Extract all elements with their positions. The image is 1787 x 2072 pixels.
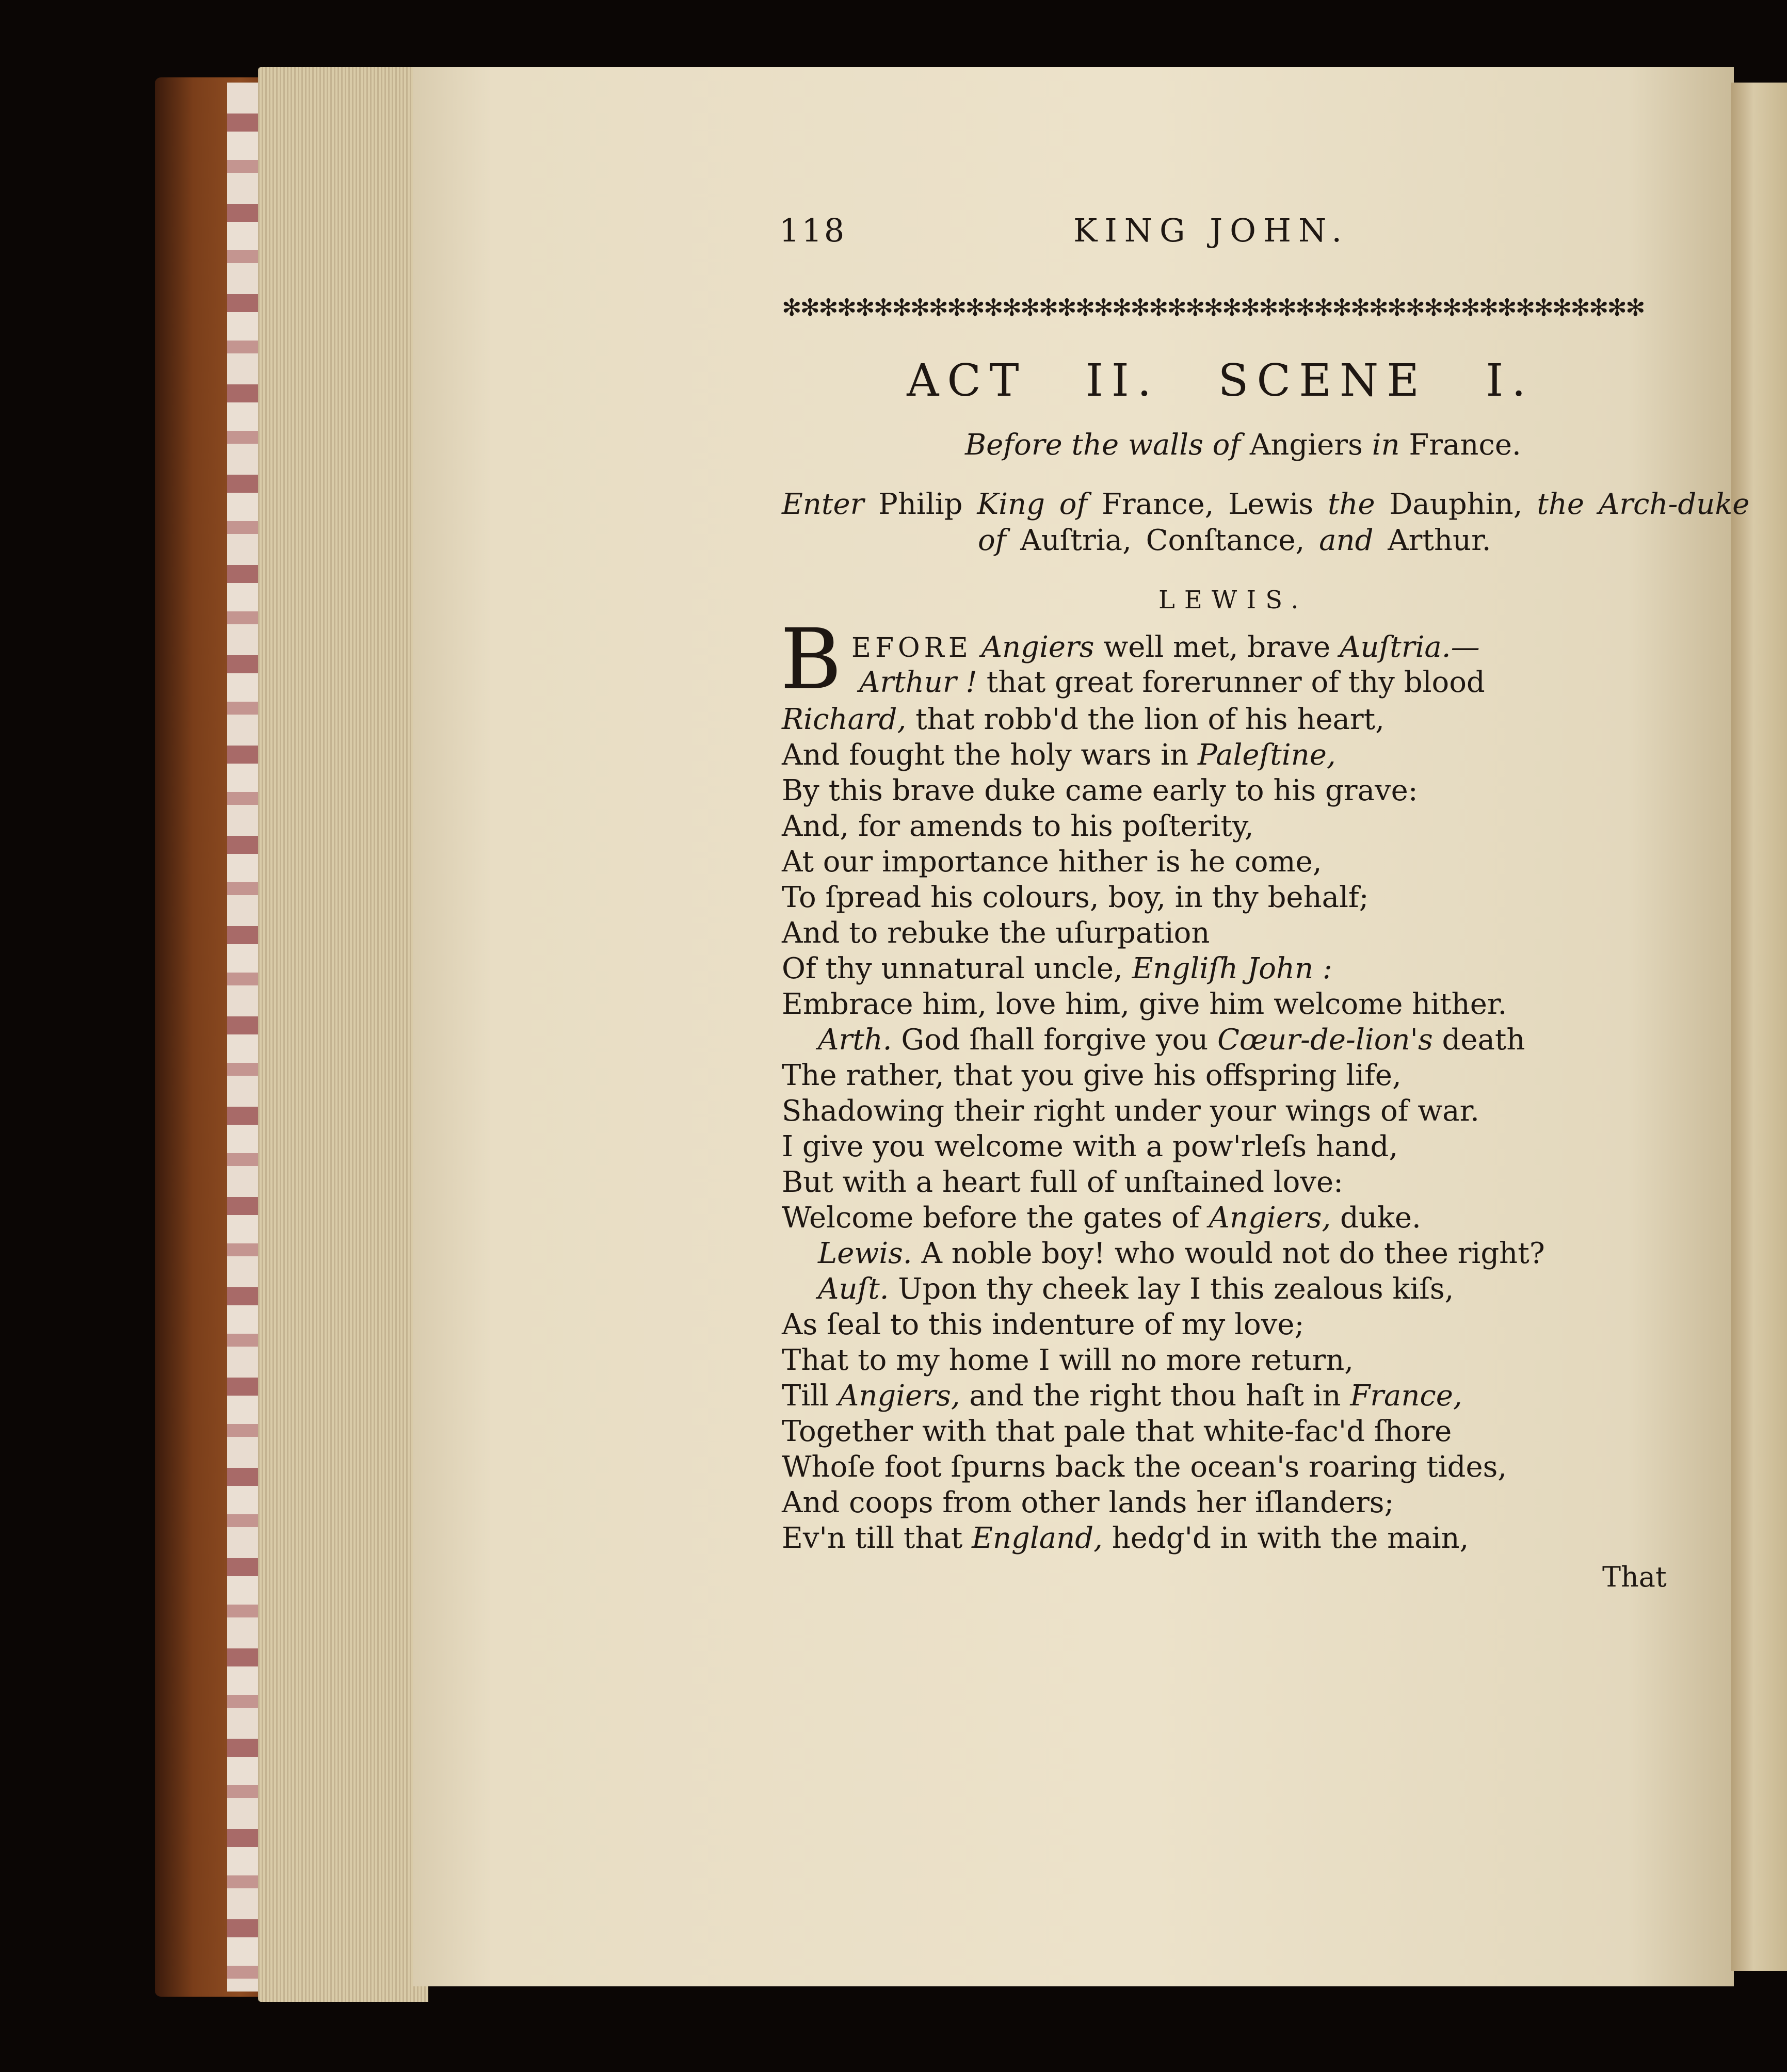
verse-line — [782, 1164, 1545, 1200]
sd-of: of — [978, 524, 1006, 557]
verse-italic-text: France, — [1350, 1379, 1462, 1413]
verse-line — [782, 1307, 1545, 1342]
sd-austria-constance: Auſtria, Conſtance, — [1020, 524, 1305, 557]
verse-line-opening-1 — [851, 630, 1480, 664]
sd-the: the — [1327, 488, 1375, 521]
facing-page-edge — [1731, 83, 1787, 1971]
verse-line — [782, 1342, 1545, 1378]
verse-text: By this brave duke came early to his grave: — [782, 774, 1418, 807]
verse-text: The rather, that you give his offspring life, — [782, 1059, 1402, 1092]
verse-line — [782, 808, 1545, 844]
location-mid: in — [1372, 428, 1400, 462]
verse-text: At our importance hither is he come, — [782, 845, 1322, 879]
verse-text: that robb'd the lion of his heart, — [906, 703, 1384, 736]
location-place: Angiers — [1249, 428, 1363, 462]
verse-text: To ſpread his colours, boy, in thy behalf; — [782, 881, 1369, 914]
stage-direction-line-1 — [782, 488, 1749, 521]
verse-text: I give you welcome with a pow'rleſs hand, — [782, 1130, 1398, 1163]
verse-italic-text: Angiers, — [1209, 1201, 1331, 1235]
verse-line — [782, 1058, 1545, 1093]
verse-text: Whoſe foot ſpurns back the ocean's roaring tides, — [782, 1450, 1507, 1484]
location-country: France. — [1409, 428, 1521, 462]
verse-line — [782, 1485, 1545, 1520]
verse-line — [782, 1200, 1545, 1236]
verse-line — [782, 1093, 1545, 1129]
verse-line — [782, 951, 1545, 986]
opening-arthur: Arthur ! — [859, 666, 977, 699]
verse-line — [782, 1271, 1545, 1307]
verse-line-opening-2 — [859, 666, 1485, 699]
verse-italic-text: Lewis. — [818, 1237, 912, 1270]
verse-italic-text: Cœur-de-lion's — [1217, 1023, 1433, 1057]
running-title: KING JOHN. — [1073, 212, 1349, 249]
sd-philip: Philip — [878, 488, 963, 521]
verse-text: duke. — [1331, 1201, 1421, 1235]
verse-body — [782, 702, 1545, 1556]
verse-text: A noble boy! who would not do thee right? — [912, 1237, 1545, 1270]
drop-cap: B — [780, 611, 842, 708]
scene-location — [965, 428, 1521, 462]
opening-mid: well met, brave — [1103, 630, 1331, 664]
speaker-name: LEWIS. — [1158, 586, 1308, 614]
sd-arthur: Arthur. — [1388, 524, 1491, 557]
sd-arch-duke: the Arch-duke — [1537, 488, 1750, 521]
verse-text: Welcome before the gates of — [782, 1201, 1209, 1235]
verse-text: Shadowing their right under your wings of war. — [782, 1094, 1479, 1128]
opening-rest: that great forerunner of thy blood — [986, 666, 1485, 699]
location-pre: Before the walls of — [965, 428, 1241, 462]
verse-line — [782, 880, 1545, 915]
verse-text: Of thy unnatural uncle, — [782, 952, 1132, 985]
verse-line — [782, 1378, 1545, 1414]
opening-austria: Auſtria.— — [1339, 630, 1480, 664]
verse-text: Together with that pale that white-fac'd ſhore — [782, 1415, 1452, 1448]
verse-italic-text: Angiers, — [838, 1379, 960, 1413]
verse-line — [782, 986, 1545, 1022]
verse-text: and the right thou haſt in — [960, 1379, 1350, 1413]
verse-text: As ſeal to this indenture of my love; — [782, 1308, 1305, 1341]
sd-france-lewis: France, Lewis — [1102, 488, 1314, 521]
verse-text: death — [1432, 1023, 1525, 1057]
page-number: 118 — [779, 212, 847, 249]
verse-italic-text: Richard, — [782, 703, 907, 736]
verse-text: That to my home I will no more return, — [782, 1343, 1354, 1377]
page-edges — [258, 67, 428, 2002]
verse-italic-text: Paleſtine, — [1197, 738, 1336, 772]
verse-text: And coops from other lands her iſlanders; — [782, 1486, 1394, 1519]
verse-italic-text: Arth. — [818, 1023, 892, 1057]
verse-line — [782, 1236, 1545, 1271]
verse-text: God ſhall forgive you — [892, 1023, 1218, 1057]
verse-text: And to rebuke the uſurpation — [782, 916, 1210, 950]
act-scene-heading: ACT II. SCENE I. — [907, 355, 1534, 407]
verse-text: Embrace him, love him, give him welcome hither. — [782, 988, 1507, 1021]
verse-line — [782, 915, 1545, 951]
verse-line — [782, 773, 1545, 808]
verse-line — [782, 1129, 1545, 1164]
stage-direction-line-2 — [978, 524, 1491, 557]
verse-text: But with a heart full of unſtained love: — [782, 1166, 1344, 1199]
verse-text: Till — [782, 1379, 838, 1413]
ornamental-rule: ✻✻✻✻✻✻✻✻✻✻✻✻✻✻✻✻✻✻✻✻✻✻✻✻✻✻✻✻✻✻✻✻✻✻✻✻✻✻✻✻✻✻✻✻✻✻✻ — [782, 295, 1644, 320]
verse-line — [782, 844, 1545, 880]
opening-smallcaps: EFORE — [851, 633, 972, 663]
verse-text: And fought the holy wars in — [782, 738, 1198, 772]
verse-italic-text: Auſt. — [818, 1272, 889, 1306]
verse-italic-text: England, — [972, 1521, 1103, 1555]
verse-line — [782, 1520, 1545, 1556]
verse-italic-text: Engliſh John : — [1132, 952, 1332, 985]
opening-angiers: Angiers — [981, 630, 1094, 664]
catchword: That — [1602, 1561, 1667, 1593]
verse-text: Ev'n till that — [782, 1521, 972, 1555]
verse-line — [782, 1022, 1545, 1058]
verse-text: And, for amends to his poſterity, — [782, 810, 1254, 843]
verse-line — [782, 1449, 1545, 1485]
verse-line — [782, 702, 1545, 737]
verse-text: hedg'd in with the main, — [1102, 1521, 1469, 1555]
sd-enter: Enter — [782, 488, 864, 521]
verse-text: Upon thy cheek lay I this zealous kiſs, — [889, 1272, 1454, 1306]
verse-line — [782, 737, 1545, 773]
sd-and: and — [1319, 524, 1374, 557]
sd-king-of: King of — [977, 488, 1088, 521]
sd-dauphin: Dauphin, — [1389, 488, 1523, 521]
verse-line — [782, 1414, 1545, 1449]
